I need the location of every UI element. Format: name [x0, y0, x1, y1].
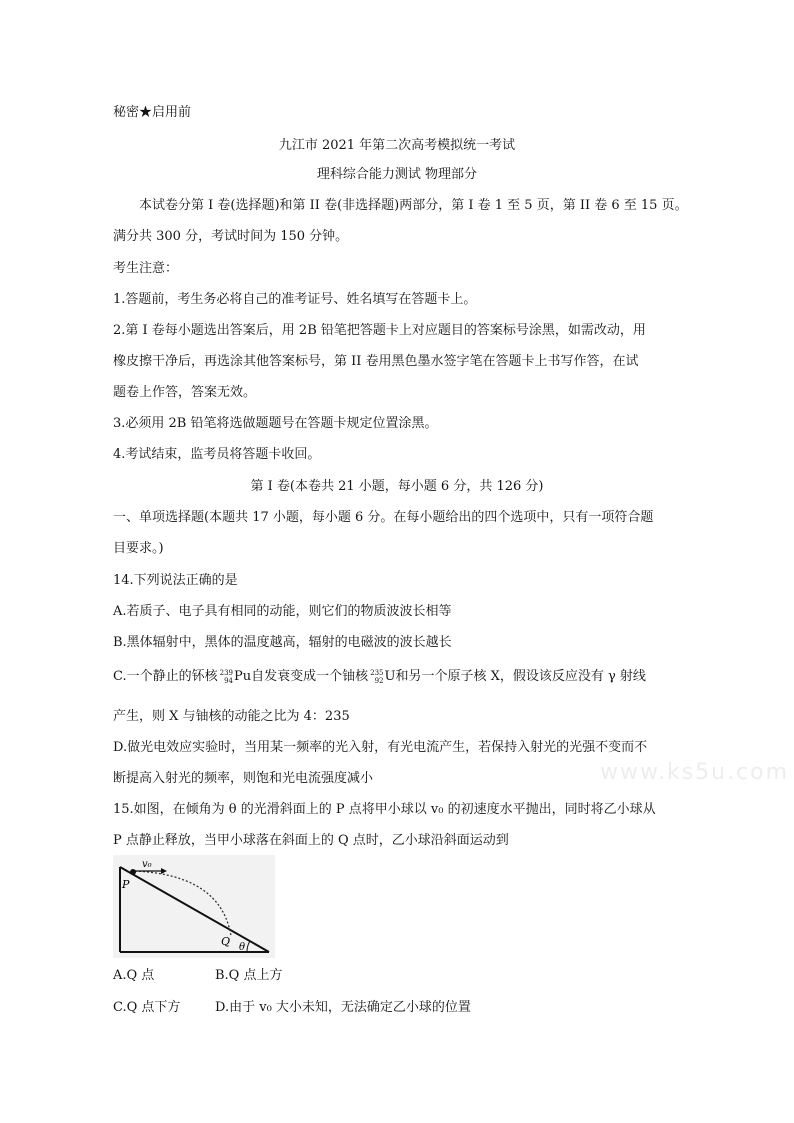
- notice-heading: 考生注意：: [113, 261, 179, 276]
- notice-item-4: 4.考试结束，监考员将答题卡收回。: [113, 447, 321, 462]
- u-atomic-number: 92: [374, 676, 384, 685]
- q15-stem-line-1: 15.如图，在倾角为 θ 的光滑斜面上的 P 点将甲小球以 v₀ 的初速度水平抛出，同时将乙小球从: [113, 802, 656, 817]
- u-mass-number: 235: [370, 668, 384, 677]
- q14-option-a: A.若质子、电子具有相同的动能，则它们的物质波波长相等: [113, 604, 452, 619]
- notice-item-2-line-1: 2.第 I 卷每小题选出答案后，用 2B 铅笔把答题卡上对应题目的答案标号涂黑，如需改动，用: [113, 323, 646, 338]
- q15-option-d: D.由于 v₀ 大小未知，无法确定乙小球的位置: [215, 1000, 471, 1015]
- exam-title: 九江市 2021 年第二次高考模拟统一考试: [278, 138, 516, 153]
- watermark: www.ks5u.com: [600, 760, 790, 785]
- q14-stem: 14.下列说法正确的是: [113, 573, 238, 588]
- q14-c-text-start: C.一个静止的钚核: [113, 669, 218, 684]
- notice-item-3: 3.必须用 2B 铅笔将选做题题号在答题卡规定位置涂黑。: [113, 416, 438, 431]
- q14-option-d-line-1: D.做光电效应实验时，当用某一频率的光入射，有光电流产生，若保持入射光的光强不变而不: [113, 740, 648, 755]
- incline-slope: [120, 867, 269, 952]
- q15-option-b: B.Q 点上方: [215, 968, 283, 983]
- pu-nuclide-numbers: [220, 669, 233, 685]
- ball-p: [130, 869, 136, 875]
- q15-stem-line-2: P 点静止释放，当甲小球落在斜面上的 Q 点时，乙小球沿斜面运动到: [113, 833, 509, 848]
- q14-c-text-mid: 自发衰变成一个铀核: [251, 669, 369, 684]
- part-heading-line-2: 目要求。): [113, 541, 164, 556]
- u-symbol: U: [384, 669, 396, 684]
- exam-subtitle: 理科综合能力测试 物理部分: [316, 167, 478, 182]
- intro-line-1: 本试卷分第 I 卷(选择题)和第 II 卷(非选择题)两部分，第 I 卷 1 至 5 页，第 II 卷 6 至 15 页。: [139, 198, 688, 213]
- u-nuclide-numbers: [370, 669, 383, 685]
- q14-c-text-end: 和另一个原子核 X，假设该反应没有 γ 射线: [395, 669, 646, 684]
- section-title: 第 I 卷(本卷共 21 小题，每小题 6 分，共 126 分): [250, 479, 544, 494]
- angle-arc: [247, 941, 250, 952]
- incline-figure: [113, 855, 275, 958]
- label-theta: θ: [239, 942, 246, 953]
- intro-line-2: 满分共 300 分，考试时间为 150 分钟。: [113, 229, 349, 244]
- incline-diagram: [113, 855, 275, 958]
- label-q: Q: [221, 935, 231, 948]
- notice-item-2-line-3: 题卷上作答，答案无效。: [113, 385, 257, 400]
- label-p: P: [122, 878, 130, 891]
- q14-option-b: B.黑体辐射中，黑体的温度越高，辐射的电磁波的波长越长: [113, 635, 452, 650]
- label-v0: v₀: [142, 859, 152, 870]
- q14-option-c-line-2: 产生，则 X 与铀核的动能之比为 4：235: [113, 709, 350, 724]
- velocity-arrowhead: [161, 868, 167, 874]
- q15-option-c: C.Q 点下方: [113, 1000, 181, 1015]
- notice-item-2-line-2: 橡皮擦干净后，再选涂其他答案标号，第 II 卷用黑色墨水签字笔在答题卡上书写作答，在试: [113, 354, 639, 369]
- q14-option-c-line-1: [113, 668, 646, 686]
- q14-option-d-line-2: 断提高入射光的频率，则饱和光电流强度减小: [113, 771, 374, 786]
- pu-symbol: Pu: [234, 669, 252, 684]
- notice-item-1: 1.答题前，考生务必将自己的准考证号、姓名填写在答题卡上。: [113, 292, 477, 307]
- secret-label: 秘密★启用前: [113, 105, 192, 120]
- part-heading-line-1: 一、单项选择题(本题共 17 小题，每小题 6 分。在每小题给出的四个选项中，只有一项符合题: [113, 510, 654, 525]
- pu-atomic-number: 94: [224, 676, 233, 685]
- q15-option-a: A.Q 点: [113, 968, 155, 983]
- pu-mass-number: 239: [219, 668, 233, 677]
